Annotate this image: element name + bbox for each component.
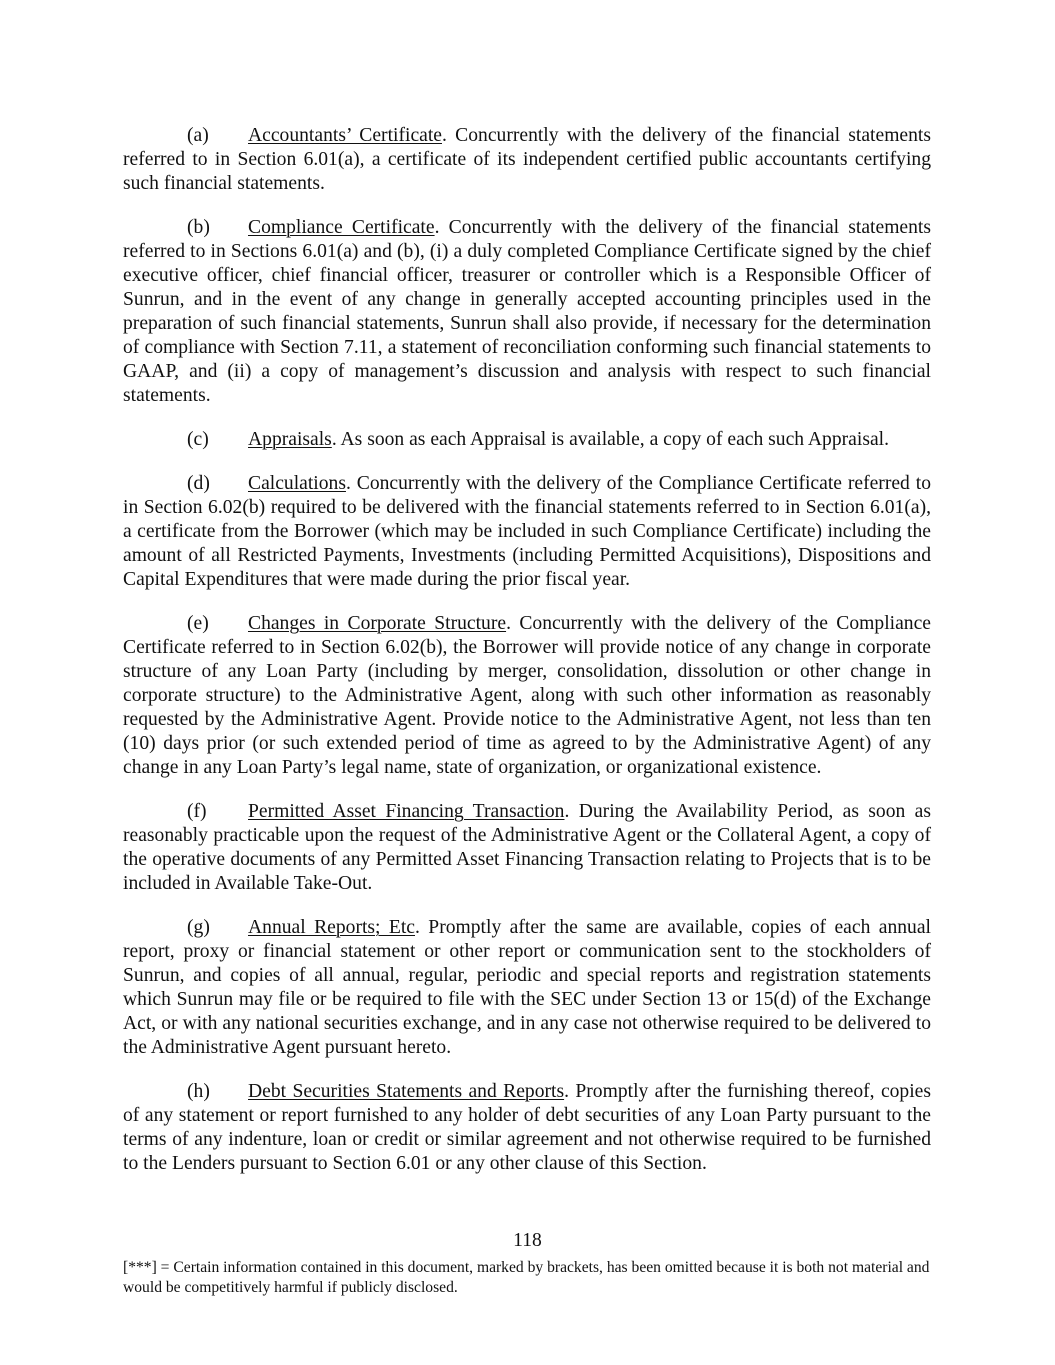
clause-label: (h) bbox=[187, 1081, 210, 1102]
clause-body: . Promptly after the furnishing thereof, copies of any statement or report furnished to any holder of debt securities of any Loan Party pursuant to the terms of any indenture, loan or credit or similar agreement and not otherwise required to be furnished to the Lenders pursuant to Section 6.01 or any other clause of this Section. bbox=[123, 1081, 931, 1174]
clause-heading: Permitted Asset Financing Transaction bbox=[248, 801, 565, 822]
clause-label: (a) bbox=[187, 125, 209, 146]
clause-heading: Calculations bbox=[248, 473, 346, 494]
clause-label: (g) bbox=[187, 917, 210, 938]
clause-body: . Concurrently with the delivery of the Compliance Certificate referred to in Section 6.02(b), the Borrower will provide notice of any change in corporate structure of any Loan Party (including by merger, consolidation, dissolution or other change in corporate structure) to the Administrative Agent, along with such other information as reasonably requested by the Administrative Agent. Provide notice to the Administrative Agent, not less than ten (10) days prior (or such extended period of time as agreed to by the Administrative Agent) of any change in any Loan Party’s legal name, state of organization, or organizational existence. bbox=[123, 613, 931, 778]
paragraph-g bbox=[123, 916, 931, 1060]
clause-body: . Concurrently with the delivery of the Compliance Certificate referred to in Section 6.02(b) required to be delivered with the financial statements referred to in Section 6.01(a), a certificate from the Borrower (which may be included in such Compliance Certificate) including the amount of all Restricted Payments, Investments (including Permitted Acquisitions), Dispositions and Capital Expenditures that were made during the prior fiscal year. bbox=[123, 473, 931, 590]
paragraph-b bbox=[123, 216, 931, 408]
paragraph-a bbox=[123, 124, 931, 196]
clause-label: (d) bbox=[187, 473, 210, 494]
clause-heading: Annual Reports; Etc bbox=[248, 917, 415, 938]
paragraph-e bbox=[123, 612, 931, 780]
clause-label: (b) bbox=[187, 217, 210, 238]
clause-label: (e) bbox=[187, 613, 209, 634]
clause-heading: Accountants’ Certificate bbox=[248, 125, 442, 146]
clause-label: (f) bbox=[187, 801, 207, 822]
clause-label: (c) bbox=[187, 429, 209, 450]
paragraph-f bbox=[123, 800, 931, 896]
clause-body: . Concurrently with the delivery of the financial statements referred to in Section 6.01(a), a certificate of its independent certified public accountants certifying such financial statements. bbox=[123, 125, 931, 194]
document-page bbox=[123, 124, 931, 1196]
clause-body: . Promptly after the same are available, copies of each annual report, proxy or financial statement or other report or communication sent to the stockholders of Sunrun, and copies of all annual, regular, periodic and special reports and registration statements which Sunrun may file or be required to file with the SEC under Section 13 or 15(d) of the Exchange Act, or with any national securities exchange, and in any case not otherwise required to be delivered to the Administrative Agent pursuant hereto. bbox=[123, 917, 931, 1058]
redaction-footnote: [***] = Certain information contained in this document, marked by brackets, has been omitted because it is both not material and would be competitively harmful if publicly disclosed. bbox=[123, 1259, 930, 1296]
clause-body: . As soon as each Appraisal is available, a copy of each such Appraisal. bbox=[331, 429, 889, 450]
clause-heading: Debt Securities Statements and Reports bbox=[248, 1081, 565, 1102]
paragraph-c bbox=[123, 428, 931, 452]
page-number: 118 bbox=[513, 1230, 542, 1251]
clause-heading: Appraisals bbox=[248, 429, 332, 450]
clause-heading: Compliance Certificate bbox=[248, 217, 435, 238]
paragraph-d bbox=[123, 472, 931, 592]
clause-body: . During the Availability Period, as soon as reasonably practicable upon the request of the Administrative Agent or the Collateral Agent, a copy of the operative documents of any Permitted Asset Financing Transaction relating to Projects that is to be included in Available Take-Out. bbox=[123, 801, 931, 894]
paragraph-h bbox=[123, 1080, 931, 1176]
clause-body: . Concurrently with the delivery of the financial statements referred to in Sections 6.01(a) and (b), (i) a duly completed Compliance Certificate signed by the chief executive officer, chief financial officer, treasurer or controller which is a Responsible Officer of Sunrun, and in the event of any change in generally accepted accounting principles used in the preparation of such financial statements, Sunrun shall also provide, if necessary for the determination of compliance with Section 7.11, a statement of reconciliation conforming such financial statements to GAAP, and (ii) a copy of management’s discussion and analysis with respect to such financial statements. bbox=[123, 217, 931, 406]
clause-heading: Changes in Corporate Structure bbox=[248, 613, 507, 634]
